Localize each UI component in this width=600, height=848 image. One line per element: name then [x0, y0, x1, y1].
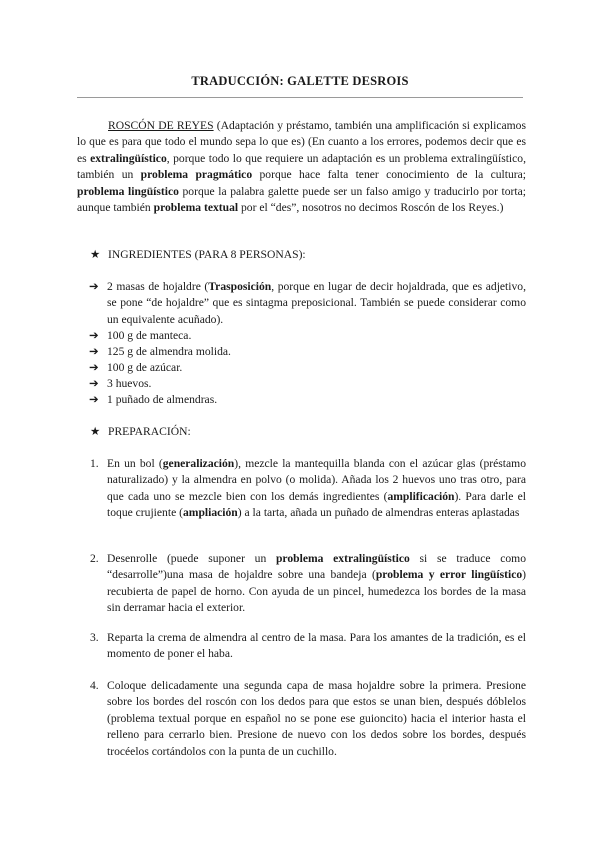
intro-text-4: porque la palabra galette puede ser un falso amigo y traducirlo por torta; aunque también	[77, 184, 526, 215]
step-1-bold-3: ampliación	[182, 506, 238, 520]
arrow-bullet-icon: ➔	[89, 393, 99, 406]
arrow-bullet-icon: ➔	[89, 280, 99, 293]
step-2-text-3: ) recubierta de papel de horno. Con ayuda de un pincel, humedezca los bordes de la masa sin derramar hacia el exterior.	[107, 568, 527, 615]
recipe-name: ROSCÓN DE REYES	[108, 119, 214, 132]
step-1-bold-1: generalización	[162, 457, 235, 470]
document-title: TRADUCCIÓN: GALETTE DESROIS	[191, 74, 409, 88]
ingredient-item: 125 g de almendra molida.	[107, 345, 231, 358]
intro-text-2: , porque todo lo que requiere un adaptación es un problema extralingüístico, también un	[77, 151, 526, 182]
step-1-text-3: ). Para darle el toque crujiente (	[107, 489, 527, 520]
ingredient-item: 100 g de azúcar.	[107, 361, 183, 374]
ingredient-item: 3 huevos.	[107, 377, 152, 390]
arrow-bullet-icon: ➔	[89, 345, 99, 358]
ingredient-1-text-1: 2 masas de hojaldre (	[107, 280, 209, 293]
step-number: 1.	[90, 457, 99, 470]
step-2-bold-2: problema y error lingüístico	[375, 568, 523, 582]
step-1-text-2: ), mezcle la mantequilla blanda con el azúcar glas (préstamo naturalizado) y la almendra en polvo (o molida). Añada los 2 huevos uno tras otro, para que cada uno se mezcle bien con los demás ingredientes (	[107, 457, 526, 503]
arrow-bullet-icon: ➔	[89, 329, 99, 342]
intro-text-3: porque hace falta tener conocimiento de la cultura;	[252, 168, 526, 182]
ingredients-heading-text: INGREDIENTES (PARA 8 PERSONAS):	[108, 248, 306, 261]
step-number: 4.	[90, 679, 99, 692]
ingredient-1-bold: Trasposición	[208, 280, 272, 293]
intro-text-1: (Adaptación y préstamo, también una amplificación si explicamos lo que es para que todo el mundo sepa lo que es) (En cuanto a los errores, podemos decir que es es	[77, 119, 526, 165]
preparation-heading-text: PREPARACIÓN:	[108, 425, 191, 438]
intro-bold-3: problema lingüístico	[77, 184, 179, 198]
ingredient-item	[107, 279, 526, 328]
step-text	[107, 551, 526, 617]
step-number: 2.	[90, 552, 99, 565]
step-1-text-1: En un bol (	[107, 457, 163, 470]
ingredient-1-text-2: , porque en lugar de decir hojaldrada, que es adjetivo, se pone “de hojaldre” que es sintagma preposicional. También se puede considerar como un equivalente acuñado).	[107, 280, 526, 326]
step-1-text-4: ) a la tarta, añada un puñado de almendras enteras aplastadas	[237, 506, 520, 520]
step-text	[107, 456, 526, 522]
ingredient-item: 100 g de manteca.	[107, 329, 192, 342]
step-2-bold-1: problema extralingüístico	[275, 552, 410, 565]
title-divider	[77, 97, 523, 98]
ingredient-item: 1 puñado de almendras.	[107, 393, 218, 406]
star-bullet-icon: ★	[90, 425, 101, 438]
star-bullet-icon: ★	[90, 248, 101, 261]
step-2-text-2: si se traduce como “desarrolle”)una masa de hojaldre sobre una bandeja (	[107, 552, 526, 582]
step-1-bold-2: amplificación	[387, 489, 455, 503]
step-2-text-1: Desenrolle (puede suponer un	[107, 552, 276, 565]
step-text: Coloque delicadamente una segunda capa de masa hojaldre sobre la primera. Presione sobre los bordes del roscón con los dedos para que estos se unan bien, después dóblelos (problema textual porque en español no se pone ese guioncito) hacia el interior hasta el relleno para cerrarlo bien. Presione de nuevo con los dedos sobre los bordes, después trocéelos cortándolos con la punta de un cuchillo.	[107, 679, 526, 758]
preparation-heading	[90, 424, 191, 440]
arrow-bullet-icon: ➔	[89, 377, 99, 390]
step-text: Reparta la crema de almendra al centro de la masa. Para los amantes de la tradición, es el momento de poner el haba.	[107, 631, 526, 661]
intro-bold-1: extralingüístico	[90, 151, 167, 165]
intro-bold-2: problema pragmático	[140, 168, 253, 182]
step-number: 3.	[90, 631, 99, 644]
arrow-bullet-icon: ➔	[89, 361, 99, 374]
ingredients-heading	[90, 247, 306, 263]
intro-paragraph	[77, 118, 526, 216]
intro-bold-4: problema textual	[153, 201, 239, 215]
intro-text-5: por el “des”, nosotros no decimos Roscón de los Reyes.)	[238, 201, 504, 215]
